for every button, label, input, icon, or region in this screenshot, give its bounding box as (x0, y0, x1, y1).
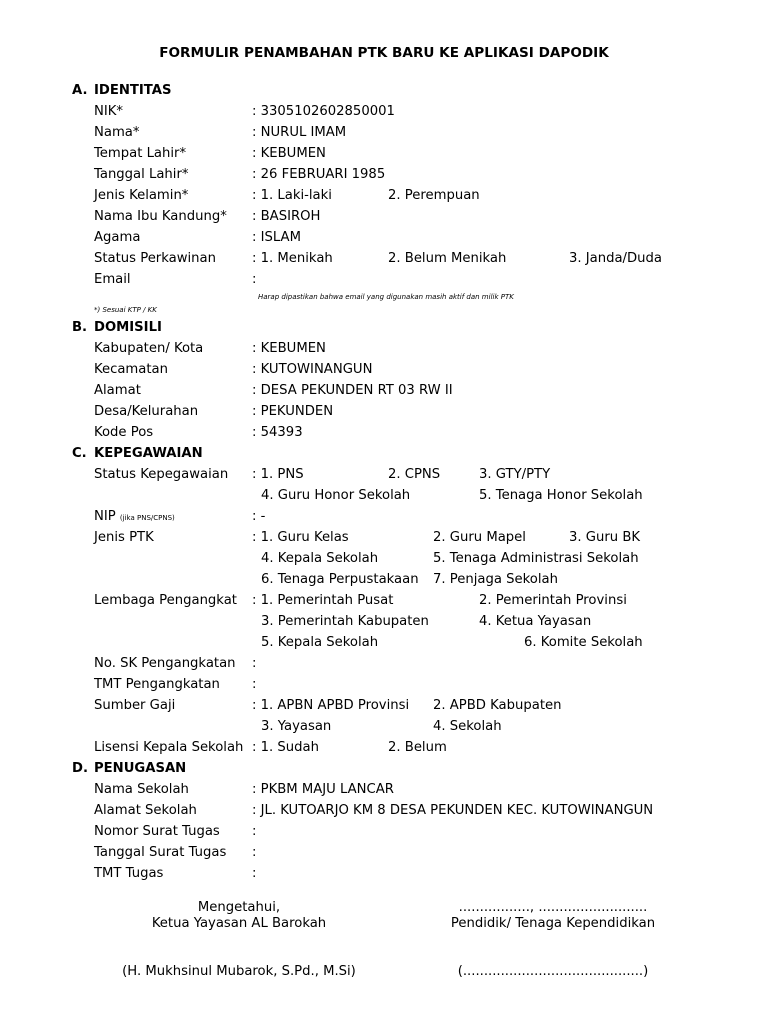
status-perkawinan-label: Status Perkawinan (94, 251, 216, 266)
desa-label: Desa/Kelurahan (94, 404, 199, 419)
nama-label: Nama* (94, 125, 140, 140)
lembaga-option-3: 3. Pemerintah Kabupaten (261, 614, 429, 629)
tanggal-lahir-label: Tanggal Lahir* (94, 167, 189, 182)
jenis-kelamin-option-2: 2. Perempuan (388, 188, 480, 203)
status-kepegawaian-option-3: 3. GTY/PTY (479, 467, 551, 482)
lembaga-option-5: 5. Kepala Sekolah (261, 635, 379, 650)
signature-right-name: (...........................................) (457, 964, 649, 979)
tempat-lahir-label: Tempat Lahir* (94, 146, 187, 161)
signature-right-place-date: ................., .......................... (458, 900, 648, 915)
status-kepegawaian-option-5: 5. Tenaga Honor Sekolah (479, 488, 643, 503)
tmt-pengangkatan-value: : (252, 677, 257, 692)
status-perkawinan-option-1: : 1. Menikah (252, 251, 333, 266)
sumber-gaji-option-1: : 1. APBN APBD Provinsi (252, 698, 410, 713)
lembaga-pengangkat-label: Lembaga Pengangkat (94, 593, 237, 608)
ibu-kandung-label: Nama Ibu Kandung* (94, 209, 227, 224)
section-b-title: DOMISILI (94, 320, 162, 335)
status-kepegawaian-option-2: 2. CPNS (388, 467, 441, 482)
desa-value: : PEKUNDEN (252, 404, 334, 419)
nomor-surat-tugas-label: Nomor Surat Tugas (94, 824, 220, 839)
nama-sekolah-label: Nama Sekolah (94, 782, 189, 797)
sumber-gaji-label: Sumber Gaji (94, 698, 176, 713)
nik-label: NIK* (94, 104, 123, 119)
lisensi-option-2: 2. Belum (388, 740, 447, 755)
kabupaten-value: : KEBUMEN (252, 341, 326, 356)
nik-value: : 3305102602850001 (252, 104, 395, 119)
nip-label (94, 509, 175, 526)
status-perkawinan-option-2: 2. Belum Menikah (388, 251, 507, 266)
status-perkawinan-option-3: 3. Janda/Duda (569, 251, 662, 266)
signature-left-greeting: Mengetahui, (197, 900, 281, 915)
jenis-kelamin-label: Jenis Kelamin* (94, 188, 189, 203)
section-a-title: IDENTITAS (94, 83, 172, 98)
tmt-pengangkatan-label: TMT Pengangkatan (94, 677, 220, 692)
signature-left-name: (H. Mukhsinul Mubarok, S.Pd., M.Si) (122, 964, 356, 979)
alamat-sekolah-value: : JL. KUTOARJO KM 8 DESA PEKUNDEN KEC. KUTOWINANGUN (252, 803, 654, 818)
tempat-lahir-value: : KEBUMEN (252, 146, 326, 161)
kode-pos-label: Kode Pos (94, 425, 154, 440)
signature-left-role: Ketua Yayasan AL Barokah (151, 916, 327, 931)
kabupaten-label: Kabupaten/ Kota (94, 341, 204, 356)
ibu-kandung-value: : BASIROH (252, 209, 321, 224)
lembaga-option-2: 2. Pemerintah Provinsi (479, 593, 627, 608)
section-a-letter: A. (72, 83, 88, 98)
sk-pengangkatan-label: No. SK Pengangkatan (94, 656, 236, 671)
nip-sublabel: (jika PNS/CPNS) (119, 514, 175, 522)
section-b-letter: B. (72, 320, 88, 335)
sk-pengangkatan-value: : (252, 656, 257, 671)
nomor-surat-tugas-value: : (252, 824, 257, 839)
section-c-title: KEPEGAWAIAN (94, 446, 203, 461)
section-c-letter: C. (72, 446, 87, 461)
jenis-kelamin-option-1: : 1. Laki-laki (252, 188, 332, 203)
nip-label-text: NIP (94, 509, 116, 524)
section-d-title: PENUGASAN (94, 761, 187, 776)
ktp-footnote: *) Sesuai KTP / KK (94, 306, 157, 314)
sumber-gaji-option-2: 2. APBD Kabupaten (433, 698, 562, 713)
jenis-ptk-option-7: 7. Penjaga Sekolah (433, 572, 558, 587)
alamat-value: : DESA PEKUNDEN RT 03 RW II (252, 383, 453, 398)
lembaga-option-4: 4. Ketua Yayasan (479, 614, 592, 629)
jenis-ptk-option-6: 6. Tenaga Perpustakaan (261, 572, 419, 587)
jenis-ptk-option-1: : 1. Guru Kelas (252, 530, 349, 545)
email-value: : (252, 272, 257, 287)
jenis-ptk-label: Jenis PTK (94, 530, 154, 545)
lisensi-option-1: : 1. Sudah (252, 740, 319, 755)
nama-sekolah-value: : PKBM MAJU LANCAR (252, 782, 394, 797)
agama-label: Agama (94, 230, 141, 245)
lembaga-option-6: 6. Komite Sekolah (524, 635, 643, 650)
sumber-gaji-option-4: 4. Sekolah (433, 719, 502, 734)
status-kepegawaian-option-1: : 1. PNS (252, 467, 304, 482)
lembaga-option-1: : 1. Pemerintah Pusat (252, 593, 394, 608)
status-kepegawaian-label: Status Kepegawaian (94, 467, 229, 482)
tmt-tugas-label: TMT Tugas (94, 866, 164, 881)
nip-value: : - (252, 509, 266, 524)
jenis-ptk-option-5: 5. Tenaga Administrasi Sekolah (433, 551, 639, 566)
jenis-ptk-option-3: 3. Guru BK (569, 530, 641, 545)
kode-pos-value: : 54393 (252, 425, 303, 440)
email-label: Email (94, 272, 131, 287)
lisensi-kepala-sekolah-label: Lisensi Kepala Sekolah (94, 740, 244, 755)
jenis-ptk-option-2: 2. Guru Mapel (433, 530, 526, 545)
sumber-gaji-option-3: 3. Yayasan (261, 719, 332, 734)
agama-value: : ISLAM (252, 230, 301, 245)
tmt-tugas-value: : (252, 866, 257, 881)
section-d-letter: D. (72, 761, 88, 776)
tanggal-surat-tugas-value: : (252, 845, 257, 860)
alamat-label: Alamat (94, 383, 141, 398)
status-kepegawaian-option-4: 4. Guru Honor Sekolah (261, 488, 411, 503)
alamat-sekolah-label: Alamat Sekolah (94, 803, 197, 818)
kecamatan-label: Kecamatan (94, 362, 168, 377)
tanggal-surat-tugas-label: Tanggal Surat Tugas (94, 845, 227, 860)
form-title: FORMULIR PENAMBAHAN PTK BARU KE APLIKASI DAPODIK (159, 45, 609, 61)
jenis-ptk-option-4: 4. Kepala Sekolah (261, 551, 379, 566)
signature-right-role: Pendidik/ Tenaga Kependidikan (450, 916, 656, 931)
email-note: Harap dipastikan bahwa email yang digunakan masih aktif dan milik PTK (258, 293, 514, 301)
kecamatan-value: : KUTOWINANGUN (252, 362, 373, 377)
nama-value: : NURUL IMAM (252, 125, 347, 140)
tanggal-lahir-value: : 26 FEBRUARI 1985 (252, 167, 386, 182)
